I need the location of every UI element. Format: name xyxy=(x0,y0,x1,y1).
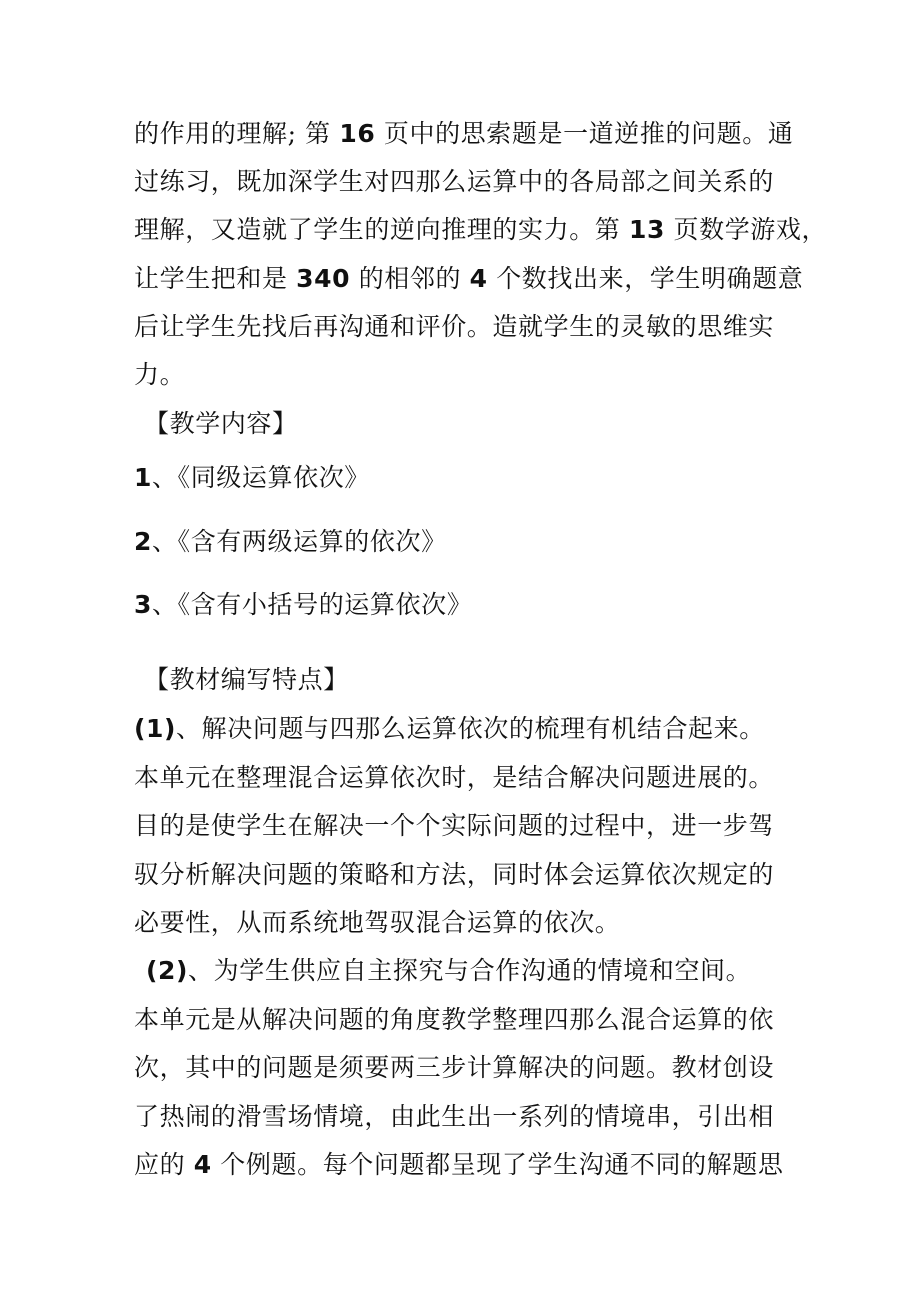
paragraph-line: 力。 xyxy=(134,360,186,389)
list-item xyxy=(134,460,824,496)
list-item xyxy=(134,587,824,623)
paragraph-line: 目的是使学生在解决一个个实际问题的过程中，进一步驾 xyxy=(134,811,775,840)
paragraph-line: 必要性，从而系统地驾驭混合运算的依次。 xyxy=(134,908,621,937)
feature-point-title-text: 、为学生供应自主探究与合作沟通的情境和空间。 xyxy=(188,956,752,985)
feature-point-title xyxy=(134,711,824,747)
paragraph-line: 应的 4 个例题。每个问题都呈现了学生沟通不同的解题思 xyxy=(134,1150,784,1179)
paragraph-line: 了热闹的滑雪场情境，由此生出一系列的情境串，引出相 xyxy=(134,1102,775,1131)
paragraph-line: 后让学生先找后再沟通和评价。造就学生的灵敏的思维实 xyxy=(134,312,775,341)
list-item-separator: 、 xyxy=(152,590,178,619)
feature-point-number: (2) xyxy=(146,956,189,985)
section-heading-teaching-content: 【教学内容】 xyxy=(144,409,298,438)
list-item-number: 2 xyxy=(134,527,152,556)
list-item-separator: 、 xyxy=(152,527,178,556)
feature-point-number: (1) xyxy=(134,714,177,743)
list-item-text: 《含有两级运算的依次》 xyxy=(177,527,447,556)
paragraph-line: 本单元在整理混合运算依次时，是结合解决问题进展的。 xyxy=(134,763,775,792)
list-item-number: 1 xyxy=(134,463,152,492)
list-item-number: 3 xyxy=(134,590,152,619)
paragraph-line: 驭分析解决问题的策略和方法，同时体会运算依次规定的 xyxy=(134,860,775,889)
paragraph-line: 本单元是从解决问题的角度教学整理四那么混合运算的依 xyxy=(134,1005,775,1034)
list-item-separator: 、 xyxy=(152,463,178,492)
list-item-text: 《含有小括号的运算依次》 xyxy=(177,590,473,619)
paragraph-line: 的作用的理解; 第 16 页中的思索题是一道逆推的问题。通 xyxy=(134,119,794,148)
section-heading-features: 【教材编写特点】 xyxy=(144,665,349,694)
paragraph-line: 次，其中的问题是须要两三步计算解决的问题。教材创设 xyxy=(134,1053,775,1082)
list-item xyxy=(134,524,824,560)
paragraph-line: 让学生把和是 340 的相邻的 4 个数找出来，学生明确题意 xyxy=(134,264,804,293)
list-item-text: 《同级运算依次》 xyxy=(177,463,370,492)
paragraph-line: 过练习，既加深学生对四那么运算中的各局部之间关系的 xyxy=(134,167,775,196)
feature-point-title-text: 、解决问题与四那么运算依次的梳理有机结合起来。 xyxy=(176,714,765,743)
paragraph-line: 理解，又造就了学生的逆向推理的实力。第 13 页数学游戏， xyxy=(134,215,828,244)
feature-point-title xyxy=(146,953,836,989)
